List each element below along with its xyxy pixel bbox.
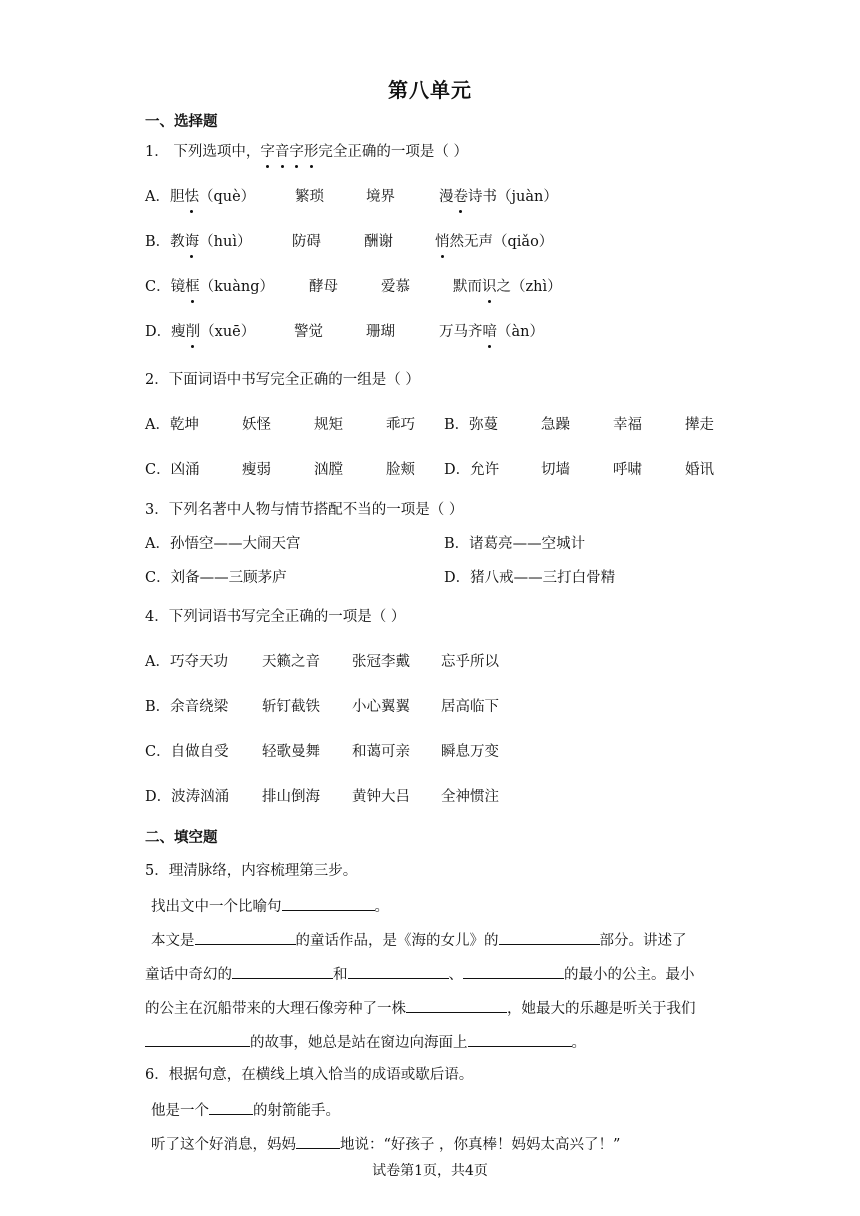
question-3-option-c[interactable]: C．刘备——三顾茅庐	[145, 570, 287, 586]
question-1-option-c[interactable]: C．镜框（kuàng）	[145, 279, 274, 295]
page-footer: 试卷第1页，共4页	[372, 1163, 488, 1179]
question-5-line-1: 找出文中一个比喻句 。	[151, 895, 389, 917]
question-3-option-d[interactable]: D．猪八戒——三打白骨精	[444, 570, 616, 586]
question-2-b-word-4: 撵走	[685, 417, 714, 433]
question-1-option-c-word-3: 爱慕	[381, 279, 410, 295]
question-3-option-a[interactable]: A．孙悟空——大闹天宫	[145, 536, 301, 552]
question-5-para-line-4: 的故事，她总是站在窗边向海面上 。	[145, 1031, 586, 1053]
question-4-c-word-3: 和蔼可亲	[352, 744, 410, 760]
question-5-para-line-2: 童话中奇幻的 和 、 的最小的公主。最小	[145, 963, 695, 985]
question-3-option-b[interactable]: B．诸葛亮——空城计	[444, 536, 586, 552]
answer-blank[interactable]	[195, 929, 296, 945]
answer-blank[interactable]	[499, 929, 600, 945]
answer-blank[interactable]	[406, 997, 507, 1013]
question-2-option-a[interactable]: A．乾坤	[145, 417, 199, 433]
answer-blank[interactable]	[468, 1031, 572, 1047]
question-2-d-word-4: 婚讯	[685, 462, 714, 478]
question-2-a-word-3: 规矩	[314, 417, 343, 433]
question-2-option-c[interactable]: C．凶涌	[145, 462, 200, 478]
question-4-a-word-2: 天籁之音	[262, 654, 320, 670]
question-4-c-word-2: 轻歌曼舞	[262, 744, 320, 760]
question-1-option-d[interactable]: D．瘦削（xuē）	[145, 324, 256, 340]
question-2-stem: 2．下面词语中书写完全正确的一组是（ ）	[145, 372, 420, 388]
question-4-b-word-3: 小心翼翼	[352, 699, 410, 715]
answer-blank[interactable]	[232, 963, 333, 979]
answer-blank[interactable]	[282, 895, 375, 911]
question-1-option-a-word-4: 漫卷诗书（juàn）	[439, 189, 558, 205]
question-2-option-d[interactable]: D．允许	[444, 462, 500, 478]
question-1-option-d-word-2: 警觉	[294, 324, 323, 340]
question-2-c-word-2: 瘦弱	[242, 462, 271, 478]
question-4-option-c[interactable]: C．自做自受	[145, 744, 229, 760]
question-4-b-word-2: 斩钉截铁	[262, 699, 320, 715]
question-1-option-d-word-3: 珊瑚	[366, 324, 395, 340]
question-2-a-word-4: 乖巧	[386, 417, 415, 433]
question-1-option-b-word-2: 防碍	[292, 234, 321, 250]
question-1-option-a-word-2: 繁琐	[295, 189, 324, 205]
question-1-option-c-word-2: 酵母	[309, 279, 338, 295]
question-4-a-word-4: 忘乎所以	[441, 654, 499, 670]
question-4-stem: 4．下列词语书写完全正确的一项是（ ）	[145, 609, 406, 625]
question-2-b-word-2: 急躁	[541, 417, 570, 433]
question-2-option-b[interactable]: B．弥蔓	[444, 417, 499, 433]
question-1-option-b-word-3: 酬谢	[364, 234, 393, 250]
question-5-stem: 5．理清脉络，内容梳理第三步。	[145, 863, 358, 879]
question-3-stem: 3．下列名著中人物与情节搭配不当的一项是（ ）	[145, 502, 464, 518]
question-2-d-word-3: 呼啸	[613, 462, 642, 478]
question-2-c-word-3: 汹膛	[314, 462, 343, 478]
question-4-b-word-4: 居高临下	[441, 699, 499, 715]
question-6-stem: 6．根据句意，在横线上填入恰当的成语或歇后语。	[145, 1067, 474, 1083]
answer-blank[interactable]	[145, 1031, 250, 1047]
question-4-a-word-3: 张冠李戴	[352, 654, 410, 670]
question-2-b-word-3: 幸福	[613, 417, 642, 433]
question-1-option-a[interactable]: A．胆怯（què）	[145, 189, 256, 205]
question-5-para-line-1: 本文是 的童话作品，是《海的女儿》的 部分。讲述了	[151, 929, 687, 951]
question-4-option-d[interactable]: D．波涛汹涌	[145, 789, 230, 805]
question-4-option-a[interactable]: A．巧夺天功	[145, 654, 228, 670]
answer-blank[interactable]	[209, 1099, 253, 1115]
question-6-line-2: 听了这个好消息，妈妈 地说：“好孩子 ，你真棒！妈妈太高兴了！”	[151, 1133, 620, 1155]
question-1-option-b-word-4: 悄然无声（qiǎo）	[435, 234, 554, 250]
question-5-para-line-3: 的公主在沉船带来的大理石像旁种了一株 ，她最大的乐趣是听关于我们	[145, 997, 696, 1019]
question-2-d-word-2: 切墙	[541, 462, 570, 478]
question-4-d-word-2: 排山倒海	[262, 789, 320, 805]
question-2-c-word-4: 脸颊	[386, 462, 415, 478]
question-1-option-d-word-4: 万马齐喑（àn）	[439, 324, 544, 340]
section-heading-choice: 一、选择题	[145, 114, 218, 130]
question-4-d-word-4: 全神惯注	[441, 789, 499, 805]
question-4-c-word-4: 瞬息万变	[441, 744, 499, 760]
question-2-a-word-2: 妖怪	[242, 417, 271, 433]
question-1-option-c-word-4: 默而识之（zhì）	[453, 279, 562, 295]
question-6-line-1: 他是一个 的射箭能手。	[151, 1099, 340, 1121]
answer-blank[interactable]	[463, 963, 564, 979]
question-4-d-word-3: 黄钟大吕	[352, 789, 410, 805]
answer-blank[interactable]	[348, 963, 449, 979]
answer-blank[interactable]	[296, 1133, 340, 1149]
section-heading-fill: 二、填空题	[145, 830, 218, 846]
question-1-option-a-word-3: 境界	[366, 189, 395, 205]
question-4-option-b[interactable]: B．余音绕梁	[145, 699, 229, 715]
question-1-option-b[interactable]: B．教诲（huì）	[145, 234, 252, 250]
question-1-stem: 1． 下列选项中，字音字形完全正确的一项是（ ）	[145, 144, 468, 160]
page-title: 第八单元	[388, 78, 472, 102]
